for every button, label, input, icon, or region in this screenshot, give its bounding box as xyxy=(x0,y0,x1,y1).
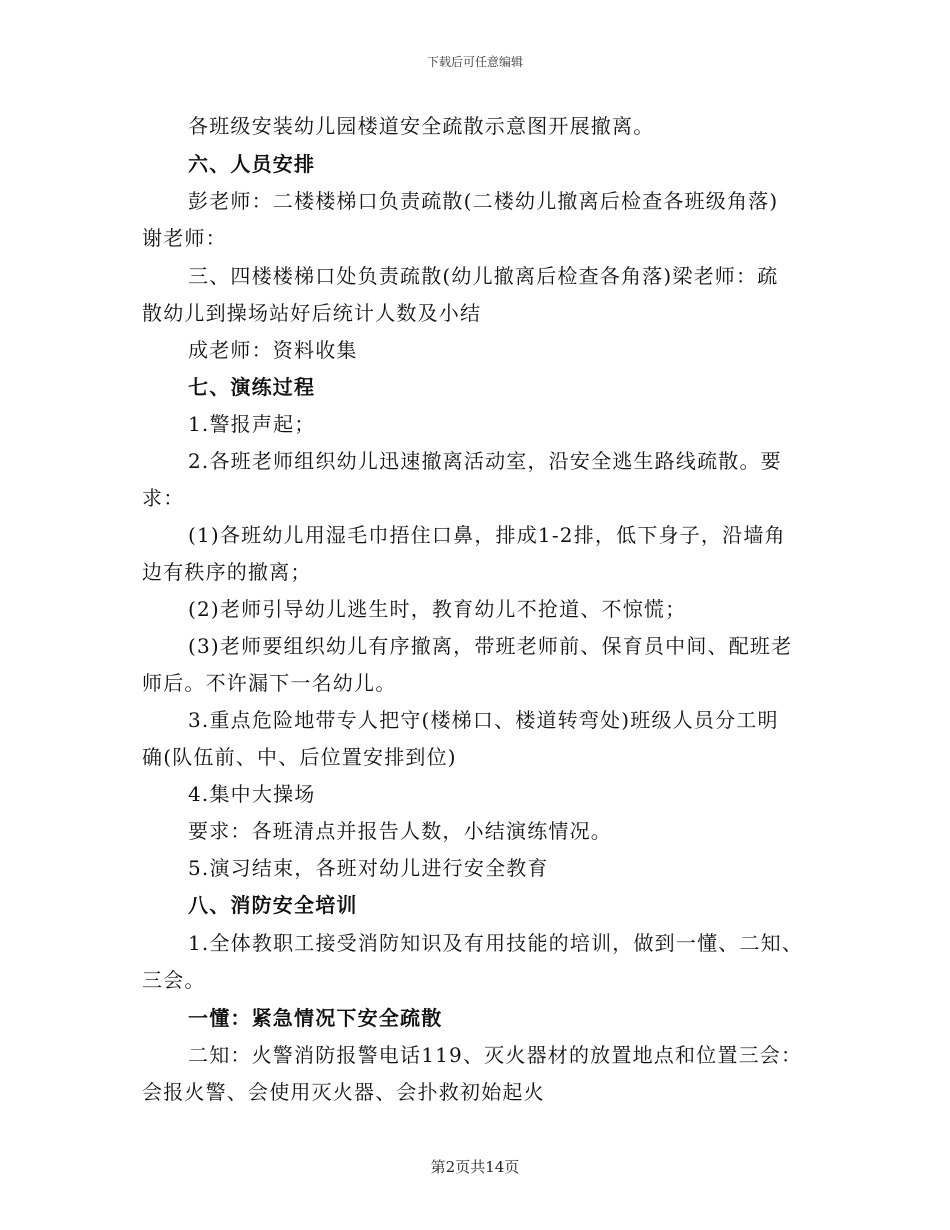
section-heading: 七、演练过程 xyxy=(188,375,316,399)
page-header: 下载后可任意编辑 xyxy=(426,55,523,69)
body-line: 边有秩序的撤离； xyxy=(142,560,312,584)
subheading: 一懂：紧急情况下安全疏散 xyxy=(188,1006,443,1030)
list-item: 4.集中大操场 xyxy=(188,782,316,806)
body-line: 各班级安装幼儿园楼道安全疏散示意图开展撤离。 xyxy=(188,114,655,138)
body-line: 成老师：资料收集 xyxy=(188,338,358,362)
body-line: 确(队伍前、中、后位置安排到位) xyxy=(142,745,457,769)
body-line: 会报火警、会使用灭火器、会扑救初始起火 xyxy=(142,1080,545,1104)
body-line: 要求：各班清点并报告人数，小结演练情况。 xyxy=(188,819,612,843)
section-heading: 六、人员安排 xyxy=(188,152,316,176)
list-item: 3.重点危险地带专人把守(楼梯口、楼道转弯处)班级人员分工明 xyxy=(188,708,779,732)
list-item: (3)老师要组织幼儿有序撤离，带班老师前、保育员中间、配班老 xyxy=(188,634,793,658)
section-heading: 八、消防安全培训 xyxy=(188,893,358,917)
body-line: 师后。不许漏下一名幼儿。 xyxy=(142,671,397,695)
body-line: 二知：火警消防报警电话119、灭火器材的放置地点和位置三会： xyxy=(188,1043,803,1067)
list-item: 1.全体教职工接受消防知识及有用技能的培训，做到一懂、二知、 xyxy=(188,931,804,955)
list-item: 5.演习结束，各班对幼儿进行安全教育 xyxy=(188,856,549,880)
body-line: 求： xyxy=(142,486,185,510)
body-line: 谢老师： xyxy=(142,226,227,250)
body-line: 三、四楼楼梯口处负责疏散(幼儿撤离后检查各角落)梁老师：疏 xyxy=(188,264,779,288)
list-item: 2.各班老师组织幼儿迅速撤离活动室，沿安全逃生路线疏散。要 xyxy=(188,449,782,473)
body-line: 散幼儿到操场站好后统计人数及小结 xyxy=(142,301,482,325)
body-line: 彭老师：二楼楼梯口负责疏散(二楼幼儿撤离后检查各班级角落) xyxy=(188,189,779,213)
list-item: 1.警报声起； xyxy=(188,412,316,436)
list-item: (1)各班幼儿用湿毛巾捂住口鼻，排成1-2排，低下身子，沿墙角 xyxy=(188,523,786,547)
list-item: (2)老师引导幼儿逃生时，教育幼儿不抢道、不惊慌； xyxy=(188,597,687,621)
page-footer: 第2页共14页 xyxy=(430,1158,520,1176)
body-line: 三会。 xyxy=(142,968,206,992)
